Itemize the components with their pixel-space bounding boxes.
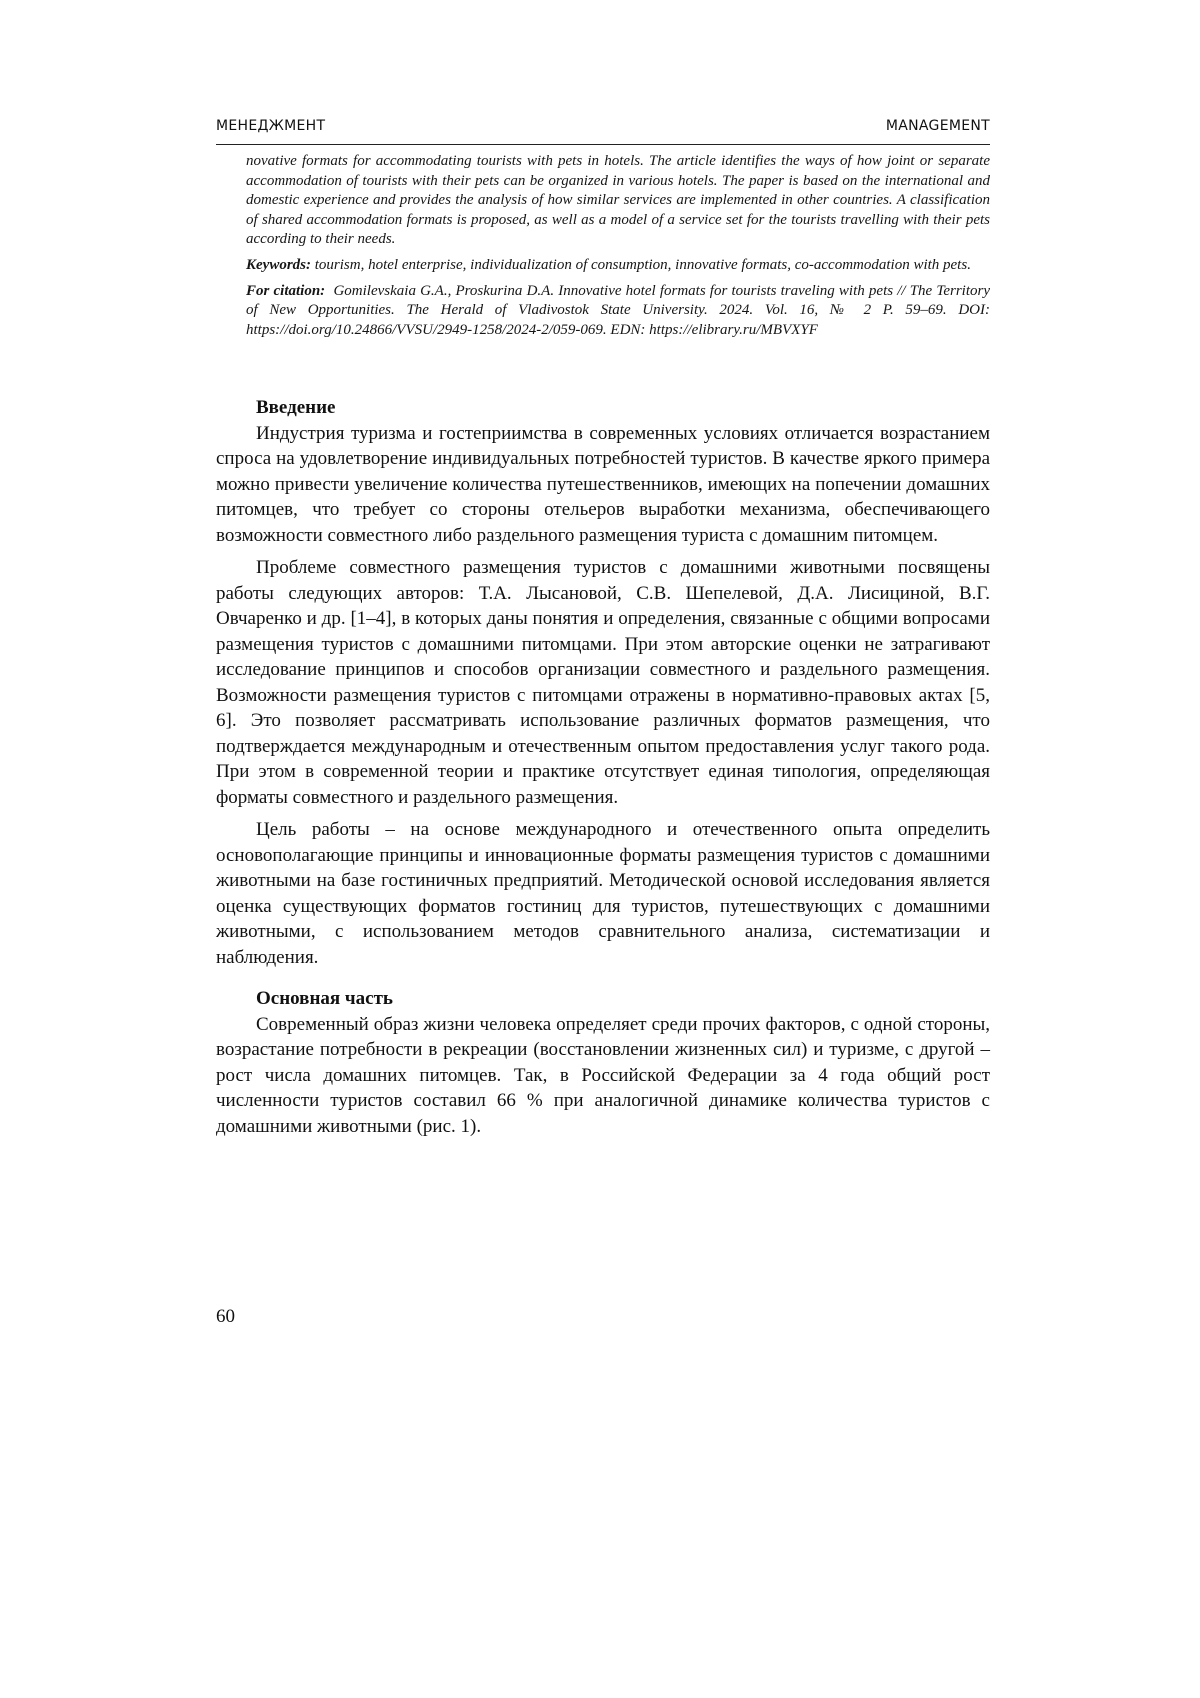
- paragraph-intro-2: Проблеме совместного размещения туристов с домашними животными посвящены работы следующих авторов: Т.А. Лысановой, С.В. Шепелевой, Д.А. Лисициной, В.Г. Овчаренко и др. [1–4], в которых даны понятия и определения, связанные с общими вопросами размещения туристов с домашними питомцами. При этом авторские оценки не затрагивают исследование принципов и способов организации совместного и раздельного размещения. Возможности размещения туристов с питомцами отражены в нормативно-правовых актах [5, 6]. Это позволяет рассматривать использование различных форматов размещения, что подтверждается международным и отечественным опытом предоставления услуг такого рода. При этом в современной теории и практике отсутствует единая типология, определяющая форматы совместного и раздельного размещения.: [216, 557, 990, 808]
- citation-label: For citation:: [246, 282, 326, 299]
- running-header: [216, 114, 990, 145]
- section-heading-intro: Введение: [256, 397, 336, 418]
- citation-line: [246, 282, 990, 341]
- abstract-text: novative formats for accommodating tourists with pets in hotels. The article identifies the ways of how joint or separate accommodation of tourists with their pets can be organized in various hotels. The paper is based on the international and domestic experience and provides the analysis of how similar services are implemented in other countries. A classification of shared accommodation formats is proposed, as well as a model of a service set for the tourists travelling with their pets according to their needs.: [246, 153, 990, 248]
- header-section-en: MANAGEMENT: [885, 118, 990, 134]
- keywords-line: [246, 256, 990, 276]
- article-body: [216, 395, 990, 1146]
- section-heading-main: Основная часть: [256, 988, 393, 1009]
- keywords-text: tourism, hotel enterprise, individualization of consumption, innovative formats, co-accommodation with pets.: [314, 256, 971, 273]
- header-section-ru: МЕНЕДЖМЕНТ: [216, 118, 326, 134]
- paragraph-intro-1: Индустрия туризма и гостеприимства в современных условиях отличается возрастанием спроса на удовлетворение индивидуальных потребностей туристов. В качестве яркого примера можно привести увеличение количества путешественников, имеющих на попечении домашних питомцев, что требует со стороны отельеров выработки механизма, обеспечивающего возможности совместного либо раздельного размещения туриста с домашним питомцем.: [216, 422, 990, 546]
- abstract-block: [246, 152, 990, 346]
- paragraph-main-1: Современный образ жизни человека определяет среди прочих факторов, с одной стороны, возрастание потребности в рекреации (восстановлении жизненных сил) и туризме, с другой – рост числа домашних питомцев. Так, в Российской Федерации за 4 года общий рост численности туристов составил 66 % при аналогичной динамике количества туристов с домашними животными (рис. 1).: [216, 1013, 990, 1137]
- keywords-label: Keywords:: [246, 256, 311, 273]
- paragraph-intro-3: Цель работы – на основе международного и отечественного опыта определить основополагающие принципы и инновационные форматы размещения туристов с домашними животными на базе гостиничных предприятий. Методической основой исследования является оценка существующих форматов гостиниц для туристов, путешествующих с домашними животными, с использованием методов сравнительного анализа, систематизации и наблюдения.: [216, 819, 990, 968]
- page-number: 60: [216, 1306, 235, 1327]
- citation-text: Gomilevskaia G.A., Proskurina D.A. Innovative hotel formats for tourists traveling with pets // The Territory of New Opportunities. The Herald of Vladivostok State University. 2024. Vol. 16, № 2 P. 59–69. DOI: https://doi.org/10.24866/VVSU/2949-1258/2024-2/059-069. EDN: https://elibrary.ru/MBVXYF: [246, 282, 990, 338]
